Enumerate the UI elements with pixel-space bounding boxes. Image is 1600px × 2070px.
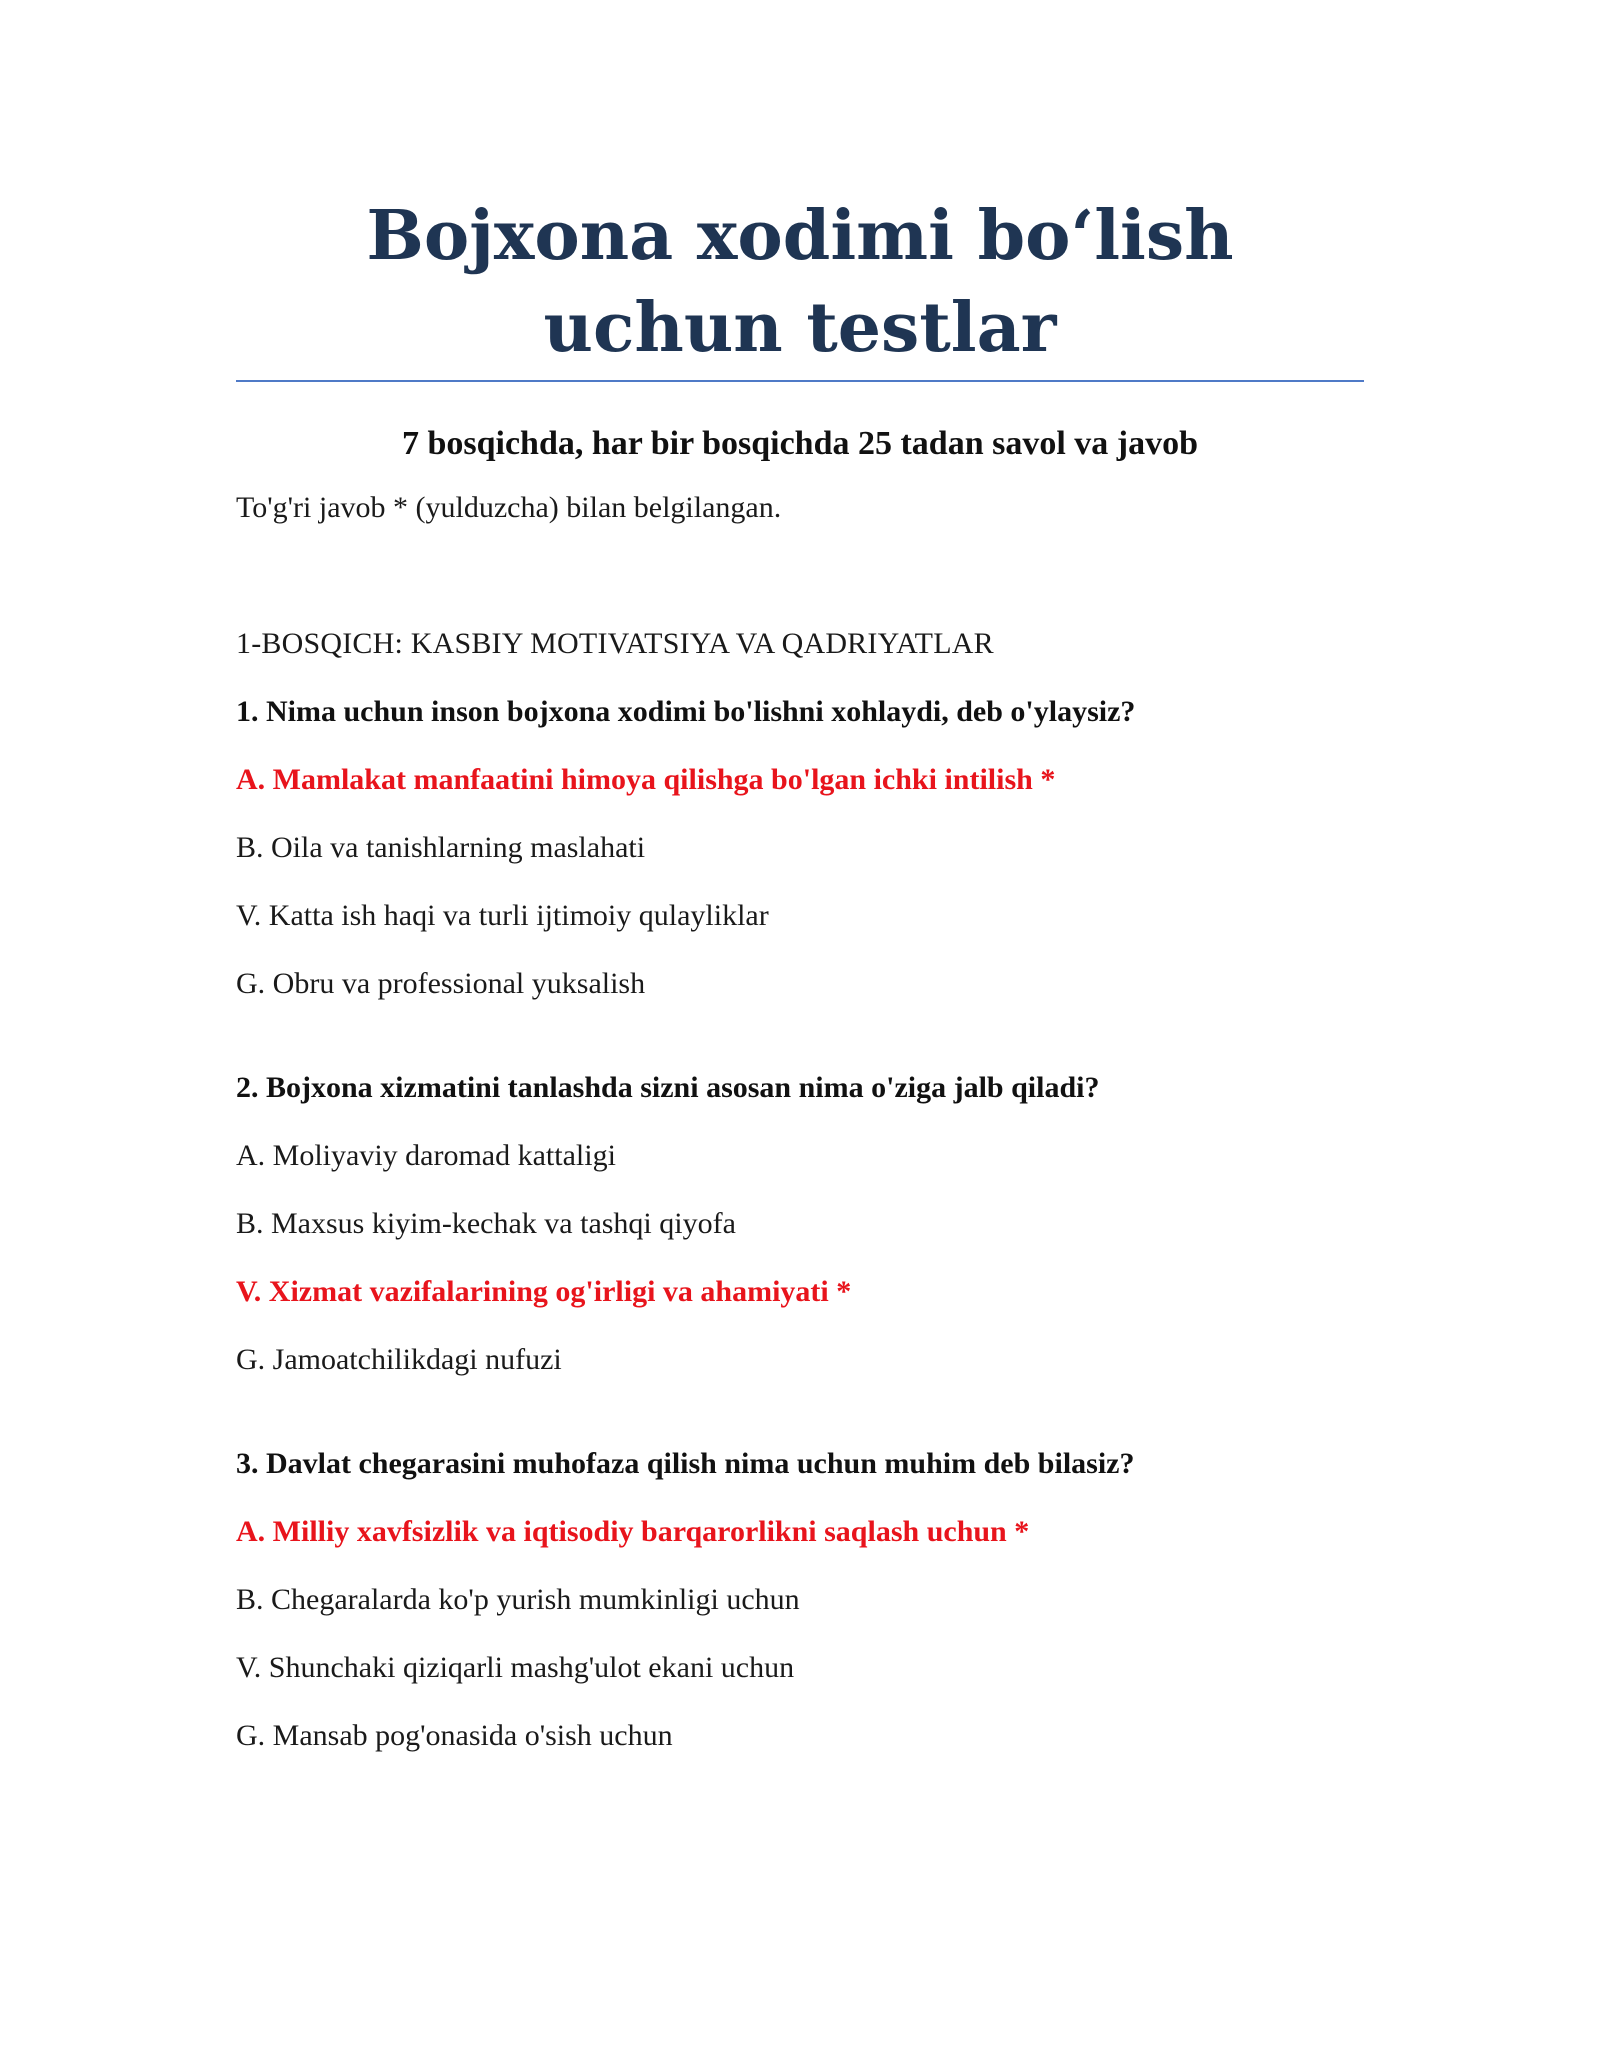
question-list [236, 694, 1364, 1754]
question-text: 1. Nima uchun inson bojxona xodimi bo'lishni xohlaydi, deb o'ylaysiz? [236, 695, 1136, 728]
answer-option: A. Moliyaviy daromad kattaligi [236, 1139, 616, 1172]
answer-option: G. Mansab pog'onasida o'sish uchun [236, 1719, 673, 1752]
answer-option: V. Shunchaki qiziqarli mashg'ulot ekani uchun [236, 1651, 795, 1684]
answer-option: V. Katta ish haqi va turli ijtimoiy qulayliklar [236, 899, 769, 932]
question-item [236, 1446, 1364, 1754]
answer-option: A. Mamlakat manfaatini himoya qilishga bo'lgan ichki intilish * [236, 763, 1056, 796]
answer-option: G. Jamoatchilikdagi nufuzi [236, 1343, 562, 1376]
answer-option: A. Milliy xavfsizlik va iqtisodiy barqarorlikni saqlash uchun * [236, 1515, 1030, 1548]
document-page [236, 190, 1364, 1754]
document-subtitle: 7 bosqichda, har bir bosqichda 25 tadan savol va javob [401, 425, 1199, 462]
stage-heading: 1-BOSQICH: KASBIY MOTIVATSIYA VA QADRIYATLAR [236, 627, 994, 660]
title-divider [236, 380, 1364, 382]
answer-option: B. Chegaralarda ko'p yurish mumkinligi uchun [236, 1583, 800, 1616]
answer-option: V. Xizmat vazifalarining og'irligi va ahamiyati * [236, 1275, 852, 1308]
answer-option: B. Maxsus kiyim-kechak va tashqi qiyofa [236, 1207, 736, 1240]
answer-option: G. Obru va professional yuksalish [236, 967, 646, 1000]
answer-option: B. Oila va tanishlarning maslahati [236, 831, 646, 864]
answer-key-note: To'g'ri javob * (yulduzcha) bilan belgilangan. [236, 491, 782, 524]
question-text: 2. Bojxona xizmatini tanlashda sizni asosan nima o'ziga jalb qiladi? [236, 1071, 1100, 1104]
question-item [236, 1070, 1364, 1378]
document-title: Bojxona xodimi bo‘lish uchun testlar [366, 196, 1234, 368]
question-text: 3. Davlat chegarasini muhofaza qilish nima uchun muhim deb bilasiz? [236, 1447, 1135, 1480]
question-item [236, 694, 1364, 1002]
